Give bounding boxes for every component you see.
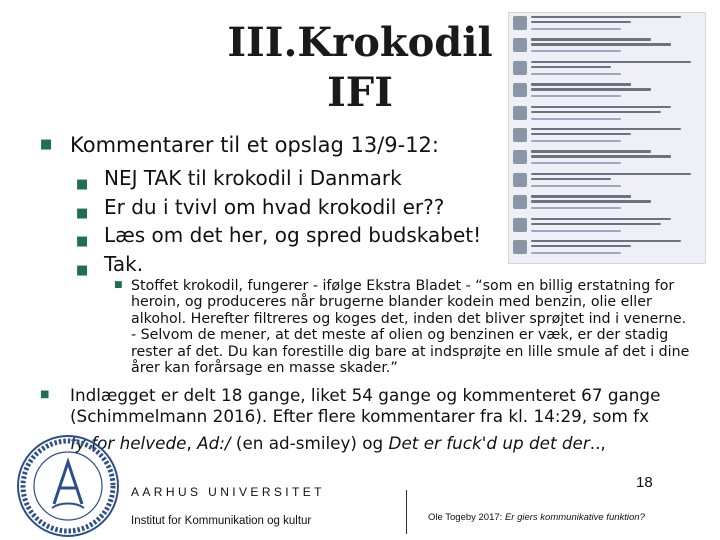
- footer-divider: [406, 490, 407, 534]
- citation: Ole Togeby 2017: Er giers kommunikative funktion?: [428, 512, 645, 523]
- facebook-comment: [509, 147, 705, 169]
- facebook-comment: [509, 35, 705, 57]
- example-3: Det er fuck'd up det der: [388, 433, 590, 453]
- bullet-icon: ■: [40, 389, 50, 400]
- avatar: [513, 16, 527, 30]
- avatar: [513, 38, 527, 52]
- page-number: 18: [636, 474, 653, 491]
- title-line-1: III.Krokodil: [227, 19, 493, 66]
- facebook-comments-screenshot: [508, 12, 706, 264]
- avatar: [513, 173, 527, 187]
- facebook-comment: [509, 192, 705, 214]
- facebook-comment: [509, 125, 705, 147]
- facebook-comment: [509, 170, 705, 192]
- facebook-comment: [509, 215, 705, 237]
- sub-point: ■ Er du i tvivl om hvad krokodil er??: [104, 193, 504, 222]
- facebook-comment: [509, 58, 705, 80]
- bullet-icon: ■: [40, 137, 53, 152]
- facebook-comment: [509, 13, 705, 35]
- university-seal: [14, 432, 122, 540]
- avatar: [513, 240, 527, 254]
- bullet-icon: ■: [76, 262, 89, 278]
- example-1: fy for helvede: [70, 433, 187, 453]
- avatar: [513, 106, 527, 120]
- avatar: [513, 128, 527, 142]
- department-name: Institut for Kommunikation og kultur: [131, 515, 312, 527]
- facebook-comment: [509, 80, 705, 102]
- avatar: [513, 218, 527, 232]
- bullet-icon: ■: [76, 234, 89, 249]
- avatar: [513, 61, 527, 75]
- sub-point: ■ Læs om det her, og spred budskabet!: [104, 221, 504, 250]
- facebook-comment: [509, 103, 705, 125]
- bullet-icon: ■: [76, 205, 89, 221]
- sub-point: ■ NEJ TAK til krokodil i Danmark: [104, 164, 504, 193]
- slide-title: [190, 18, 530, 118]
- sub-point-list: [76, 164, 504, 278]
- example-comments: fy for helvede, Ad:/ (en ad-smiley) og Det er fuck'd up det der..,: [70, 433, 606, 453]
- avatar: [513, 83, 527, 97]
- main-point: Kommentarer til et opslag 13/9-12:: [70, 133, 439, 157]
- sub-point: ■ Tak.: [104, 250, 504, 279]
- title-line-2: IFI: [327, 69, 393, 116]
- university-name: AARHUS UNIVERSITET: [131, 485, 325, 499]
- bullet-icon: ■: [76, 177, 89, 192]
- avatar: [513, 195, 527, 209]
- bullet-icon: ■: [114, 280, 123, 290]
- ekstra-bladet-quote: Stoffet krokodil, fungerer - ifølge Ekstra Bladet - “som en billig erstatning for heroin, og produceres når brugerne blander kodein med benzin, olie eller alkohol. Herefter filtreres og koges det, inden det bliver sprøjtet ind i venerne. - Selvom de mener, at det meste af olien og benzinen er væk, er der stadig rester af det. Du kan forestille dig bare at indsprøjte en lille smule af det i dine årer kan forårsage en masse skader.”: [131, 278, 690, 377]
- avatar: [513, 150, 527, 164]
- example-2: Ad:/: [197, 433, 231, 453]
- stats-paragraph: Indlægget er delt 18 gange, liket 54 gange og kommenteret 67 gange (Schimmelmann 2016). Efter flere kommentarer fra kl. 14:29, som fx: [70, 385, 661, 426]
- facebook-comment: [509, 237, 705, 259]
